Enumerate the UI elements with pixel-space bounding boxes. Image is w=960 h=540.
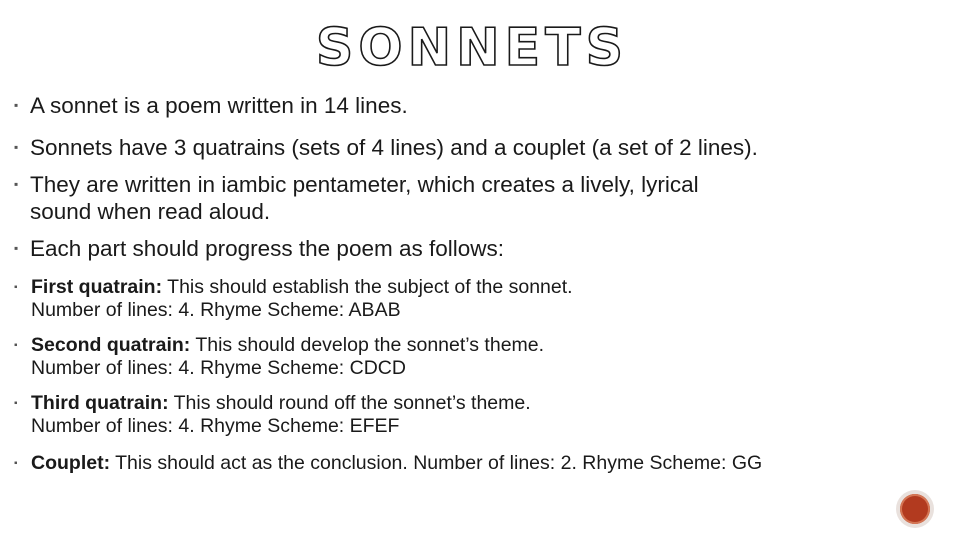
sub-bullet-label: Third quatrain: <box>31 392 169 414</box>
sub-bullet-line1 <box>14 392 531 415</box>
sub-bullet-line2: Number of lines: 4. Rhyme Scheme: CDCD <box>31 357 406 379</box>
bullet-item <box>14 171 699 225</box>
sub-bullet-item <box>14 452 762 475</box>
bullet-text: A sonnet is a poem written in 14 lines. <box>30 93 408 118</box>
corner-logo-inner <box>900 494 930 524</box>
sub-bullet-item <box>14 392 531 438</box>
bullet-item <box>14 92 408 119</box>
bullet-marker: ▪ <box>14 241 19 255</box>
sub-bullet-text: This should act as the conclusion. Number of lines: 2. Rhyme Scheme: GG <box>110 452 763 474</box>
bullet-marker: ▪ <box>14 98 19 112</box>
bullet-text-line1: They are written in iambic pentameter, which creates a lively, lyrical <box>30 172 699 197</box>
sub-bullet-text: This should establish the subject of the sonnet. <box>162 276 573 298</box>
bullet-marker: ▪ <box>14 340 18 351</box>
sub-bullet-line2: Number of lines: 4. Rhyme Scheme: EFEF <box>31 415 400 437</box>
sub-bullet-label: Couplet: <box>31 452 111 474</box>
bullet-text-line2: sound when read aloud. <box>30 199 271 224</box>
sub-bullet-text: This should develop the sonnet’s theme. <box>190 334 545 356</box>
bullet-item <box>14 235 504 262</box>
sub-bullet-line2: Number of lines: 4. Rhyme Scheme: ABAB <box>31 299 401 321</box>
bullet-marker: ▪ <box>14 458 18 469</box>
sub-bullet-item <box>14 334 544 380</box>
corner-logo-icon <box>896 490 934 528</box>
bullet-marker: ▪ <box>14 398 18 409</box>
sub-bullet-item <box>14 276 573 322</box>
sub-bullet-text: This should round off the sonnet’s theme. <box>168 392 531 414</box>
bullet-item <box>14 134 758 161</box>
bullet-text: Each part should progress the poem as follows: <box>30 236 505 261</box>
slide-title-text: SONNETS <box>315 18 629 78</box>
sub-bullet-line1 <box>14 334 544 357</box>
sub-bullet-label: Second quatrain: <box>31 334 191 356</box>
sub-bullet-line1 <box>14 276 573 299</box>
slide-title <box>0 18 920 78</box>
sub-bullet-label: First quatrain: <box>31 276 163 298</box>
bullet-marker: ▪ <box>14 177 19 191</box>
sub-bullet-line1 <box>14 452 762 475</box>
bullet-marker: ▪ <box>14 140 19 154</box>
bullet-text: Sonnets have 3 quatrains (sets of 4 lines) and a couplet (a set of 2 lines). <box>30 135 758 160</box>
bullet-marker: ▪ <box>14 282 18 293</box>
